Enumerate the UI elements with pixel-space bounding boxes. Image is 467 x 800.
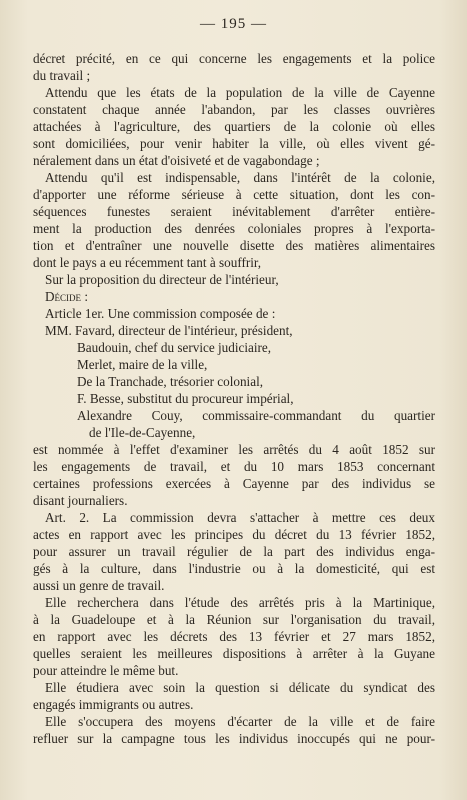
text-line: pour atteindre le même but.	[33, 663, 179, 678]
text-line: refluer sur la campagne tous les individus inoccupés qui ne pour-	[33, 731, 435, 746]
text-line: actes en rapport avec les principes du décret du 13 février 1852,	[33, 527, 435, 542]
text-line: gés à la culture, dans l'industrie ou à la domesticité, qui est	[33, 561, 435, 576]
text-line: dont le pays a eu récemment tant à souffrir,	[33, 255, 262, 270]
text-line: Elle s'occupera des moyens d'écarter de la ville et de faire	[45, 714, 435, 729]
text-line: est nommée à l'effet d'examiner les arrêtés du 4 août 1852 sur	[33, 442, 435, 457]
text-line: MM. Favard, directeur de l'intérieur, président,	[45, 323, 293, 338]
text-line: pour assurer un travail régulier de la part des individus enga-	[33, 544, 435, 559]
text-line: F. Besse, substitut du procureur impérial,	[77, 391, 294, 406]
text-line: les engagements de travail, et du 10 mars 1853 concernant	[33, 459, 435, 474]
body-text	[33, 50, 435, 747]
text-line: Merlet, maire de la ville,	[77, 357, 208, 372]
text-line: constatent chaque année l'abandon, par les classes ouvrières	[33, 102, 435, 117]
text-line: séquences funestes seraient inévitablement d'arrêter entière-	[33, 204, 435, 219]
text-line: engagés immigrants ou autres.	[33, 697, 194, 712]
text-line: décret précité, en ce qui concerne les engagements et la police	[33, 51, 435, 66]
text-line: Alexandre Couy, commissaire-commandant du quartier	[77, 408, 435, 423]
text-line: Sur la proposition du directeur de l'intérieur,	[45, 272, 279, 287]
text-line: en rapport avec les décrets des 13 février et 27 mars 1852,	[33, 629, 435, 644]
text-line: néralement dans un état d'oisiveté et de vagabondage ;	[33, 153, 320, 168]
text-line: De la Tranchade, trésorier colonial,	[77, 374, 264, 389]
text-line: Attendu qu'il est indispensable, dans l'intérêt de la colonie,	[45, 170, 435, 185]
text-line: aussi un genre de travail.	[33, 578, 165, 593]
text-line: d'apporter une réforme sérieuse à cette situation, dont les con-	[33, 187, 435, 202]
text-line: du travail ;	[33, 68, 91, 83]
text-line: à la Guadeloupe et à la Réunion sur l'organisation du travail,	[33, 612, 435, 627]
text-line: quelles seraient les meilleures dispositions à arrêter à la Guyane	[33, 646, 435, 661]
text-line: Décide :	[45, 289, 88, 304]
text-line: ment la production des denrées coloniales propres à l'exporta-	[33, 221, 435, 236]
text-line: de l'Ile-de-Cayenne,	[89, 425, 196, 440]
text-line: Attendu que les états de la population de la ville de Cayenne	[45, 85, 435, 100]
page-number: — 195 —	[200, 16, 267, 32]
text-line: Art. 2. La commission devra s'attacher à mettre ces deux	[45, 510, 435, 525]
text-line: Article 1er. Une commission composée de :	[45, 306, 276, 321]
text-line: Elle recherchera dans l'étude des arrêtés pris à la Martinique,	[45, 595, 435, 610]
text-line: sont domiciliées, pour venir habiter la ville, où elles vivent gé-	[33, 136, 435, 151]
text-line: disant journaliers.	[33, 493, 128, 508]
text-line: tion et d'entraîner une nouvelle disette des matières alimentaires	[33, 238, 435, 253]
text-line: Baudouin, chef du service judiciaire,	[77, 340, 272, 355]
text-line: certaines professions exercées à Cayenne par des individus se	[33, 476, 435, 491]
text-line: attachées à l'agriculture, des quartiers de la colonie où elles	[33, 119, 435, 134]
text-line: Elle étudiera avec soin la question si délicate du syndicat des	[45, 680, 435, 695]
